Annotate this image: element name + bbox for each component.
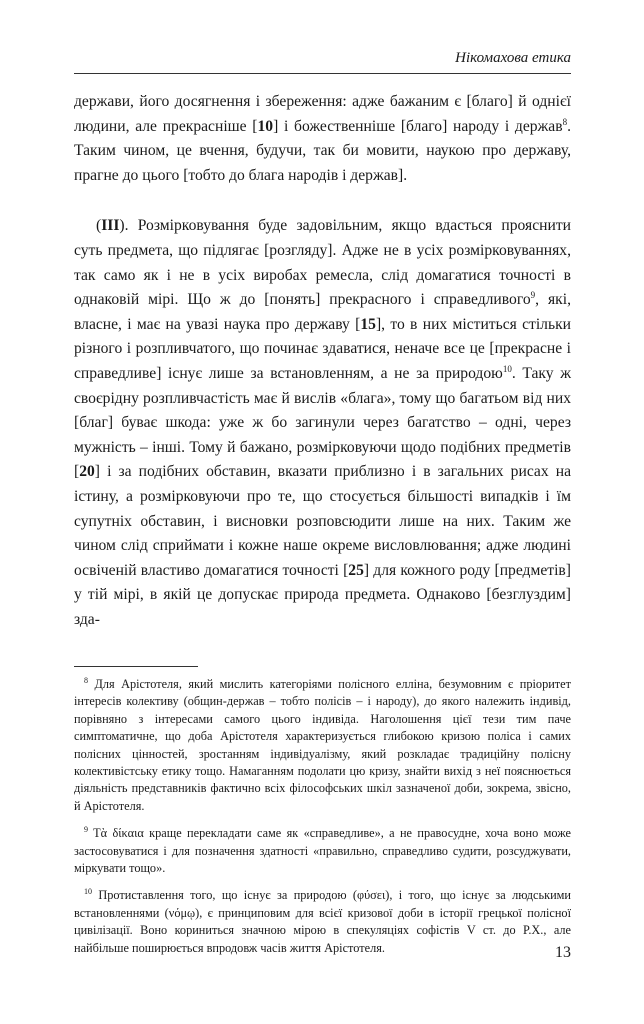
text-run: ). Розмірковування буде задовільним, якщо вдасться прояснити суть предмета, що підлягає [розгляду]. Адже не в усіх розмірковуваннях, так само як і не в усіх виробах ремесла, слід домагатися точності в однаковій мірі. Що ж до [понять] прекрасного і справедливого — [74, 217, 571, 309]
line-marker: 20 — [79, 463, 95, 481]
footnote-ref: 9 — [530, 289, 536, 300]
footnote-ref: 10 — [502, 363, 512, 374]
line-marker: 25 — [348, 561, 364, 579]
footnote-text: Τὰ δίκαια краще перекладати саме як «справедливе», а не правосудне, хоча воно може застосовуватися і для позначення здатності «правильно, справедливо судити, розсуджувати, міркувати тощо». — [74, 826, 571, 876]
text-run: ], то в них міститься стільки різного і розпливчатого, що починає здаватися, неначе все це [прекрасне і справедливе] існує лише за встановленням, а не за природою — [74, 315, 571, 382]
text-run: . Таку ж своєрідну розпливчастість має й вислів «блага», тому що багатьом від них [благ] буває шкода: уже ж бо загинули через багатство – одні, через мужність – інші. Тому й бажано, розмірковуючи щодо подібних предметів [ — [74, 364, 571, 481]
paragraph-2 — [74, 214, 571, 632]
footnote-text: Для Арістотеля, який мислить категоріями полісного елліна, безумовним є пріоритет інтересів колективу (общин-держав – тобто полісів – і народу), до якого належить індивід, порівняно з інтересами самого цього індивіда. Наголошення цієї тези тим паче симптоматичне, що доба Арістотеля характеризується глибокою кризою поліса і самих полісних цінностей, зростанням індивідуалізму, який розкладає традиційну полісну колективістську етику тощо. Намаганням подолати цю кризу, знайти вихід з неї пояснюється діяльність представників фактично всіх філософських шкіл зазначеної доби, зокрема, звісно, й Арістотеля. — [74, 677, 572, 813]
line-marker: 10 — [257, 117, 274, 135]
text-run: ] і божественніше [благо] народу і держав — [273, 117, 563, 135]
footnote-divider — [74, 666, 198, 667]
line-marker: 15 — [360, 315, 376, 333]
page-number: 13 — [555, 944, 571, 961]
text-run: . Таким чином, це вчення, будучи, так би мовити, наукою про державу, прагне до цього [тобто до блага народів і держав]. — [74, 117, 571, 184]
footnote-number: 8 — [84, 675, 88, 685]
footnotes — [74, 676, 571, 967]
footnote-number: 10 — [84, 887, 92, 897]
text-run: ] для кожного роду [предметів] у тій мірі, в якій це допускає природа предмета. Однаково [безглуздим] зда- — [74, 561, 571, 628]
main-text — [74, 90, 571, 632]
footnote-text: Протиставлення того, що існує за природою (φύσει), і того, що існує за людськими встановленнями (νόμῳ), є принциповим для всієї кризової доби в історії грецької полісної цивілізації. Воно кориниться значною мірою в спекуляціях софістів V ст. до Р.Х., але найбільше поширюється впродовж часів життя Арістотеля. — [74, 888, 572, 955]
text-run: ( — [96, 217, 102, 235]
section-number: III — [101, 217, 120, 235]
header-divider — [74, 73, 571, 74]
footnote-8 — [74, 676, 571, 815]
text-run: держави, його досягнення і збереження: адже бажаним є [благо] й однієї людини, але прекрасніше [ — [74, 93, 571, 135]
running-header: Нікомахова етика — [455, 50, 571, 66]
footnote-9 — [74, 825, 571, 877]
footnote-ref: 8 — [562, 116, 568, 127]
text-run: ] і за подібних обставин, вказати приблизно і в загальних рисах на істину, а розмірковуючи про те, що стосується більшості випадків і їм супутніх обставин, і висновки розповсюдити лише на них. Таким же чином слід сприймати і кожне наше окреме висловлювання; адже людині освіченій властиво домагатися точності [ — [74, 463, 571, 579]
footnote-number: 9 — [84, 825, 88, 835]
text-run: , які, власне, і має на увазі наука про державу [ — [74, 291, 571, 333]
paragraph-1 — [74, 90, 571, 188]
